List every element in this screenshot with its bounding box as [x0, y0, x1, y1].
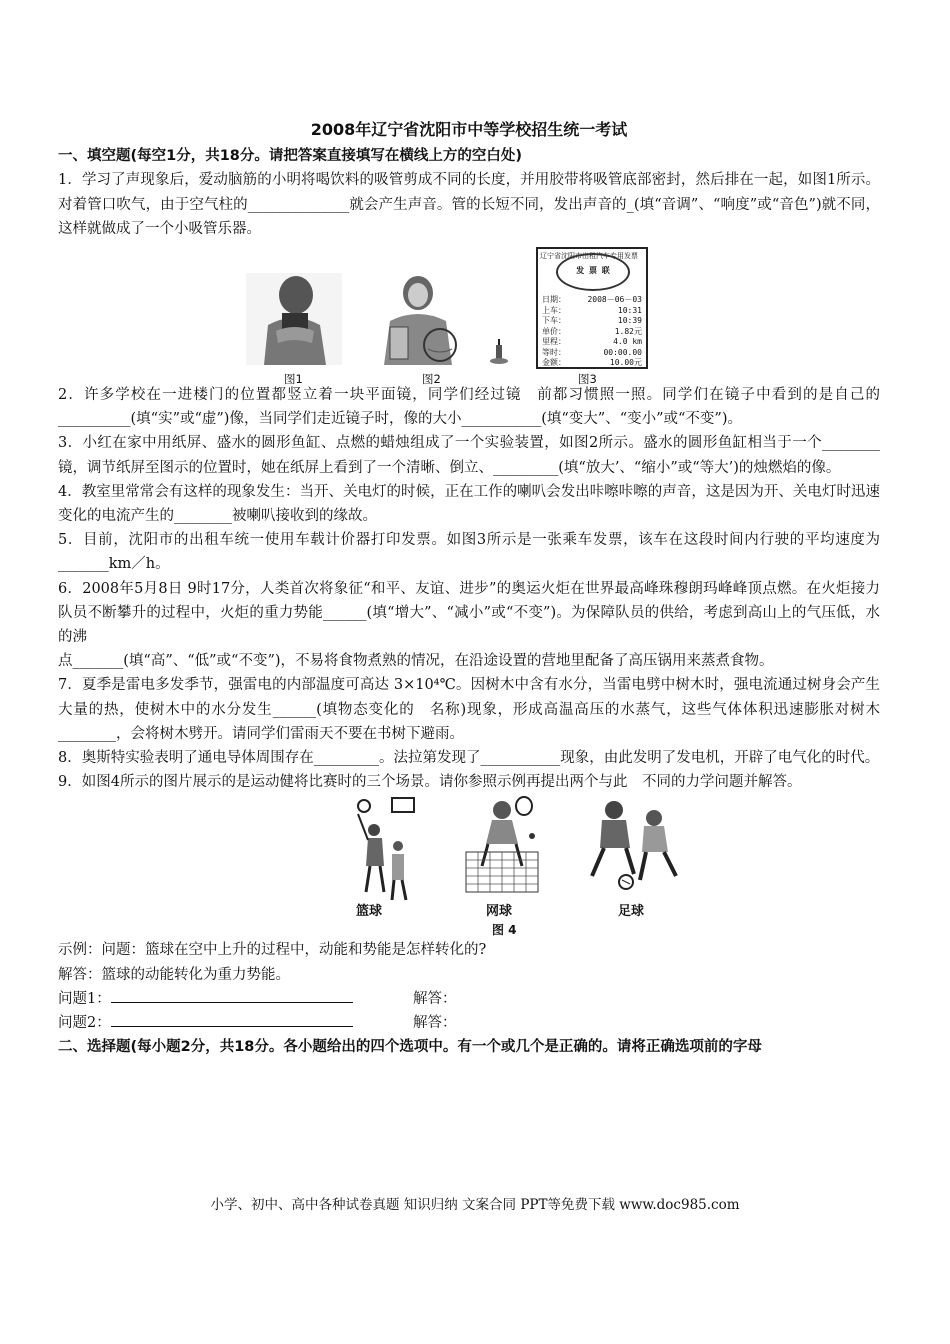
problem-1-label: 问题1：: [58, 990, 111, 1007]
basketball-label: 篮球: [356, 904, 383, 920]
example-answer: 解答：篮球的动能转化为重力势能。: [58, 966, 290, 983]
problem-2-answer-label: 解答：: [413, 1015, 457, 1032]
question-6a: 6．2008年5月8日 9时17分，人类首次将象征“和平、友谊、进步”的奥运火炬在世界最高峰珠穆朗玛峰峰顶点燃。在火炬接力队员不断攀升的过程中，火炬的重力势能______(填“增大”、“减小”或“不变”)。为保障队员的供给，考虑到高山上的气压低，水的沸: [58, 580, 880, 646]
soccer-scene-image: [584, 796, 684, 900]
receipt-row: 下车： 10:39: [542, 316, 642, 326]
question-1: 1．学习了声现象后，爱动脑筋的小明将喝饮料的吸管剪成不同的长度，并用胶带将吸管底部密封，然后排在一起，如图1所示。对着管口吹气，由于空气柱的______________就会产生声音。管的长短不同，发出声音的_(填“音调”、“响度”或“音色”)就不同，这样就做成了一个小吸管乐器。: [58, 172, 880, 237]
soccer-label: 足球: [618, 904, 645, 920]
tennis-label: 网球: [486, 904, 513, 920]
question-8: 8．奥斯特实验表明了通电导体周围存在_________。法拉第发现了___________现象，由此发明了发电机，开辟了电气化的时代。: [58, 750, 880, 767]
problem-1-blank[interactable]: [111, 988, 353, 1003]
problem-2-blank[interactable]: [111, 1012, 353, 1027]
problem-1-answer-label: 解答：: [413, 990, 457, 1007]
receipt-row: 单价： 1.82元: [542, 326, 642, 336]
figure-4-caption: 图 4: [492, 923, 517, 938]
figure-2-girl-image: [370, 271, 510, 365]
example-question: 示例：问题：篮球在空中上升的过程中，动能和势能是怎样转化的?: [58, 942, 487, 959]
question-5: 5．目前，沈阳市的出租车统一使用车载计价器打印发票。如图3所示是一张乘车发票，该车在这段时间内行驶的平均速度为_______km／h。: [58, 532, 880, 573]
footer-text: 小学、初中、高中各种试卷真题 知识归纳 文案合同 PPT等免费下载 www.doc985.com: [210, 1197, 740, 1213]
problem-2-label: 问题2：: [58, 1015, 111, 1032]
question-4: 4．教室里常常会有这样的现象发生：当开、关电灯的时候，正在工作的喇叭会发出咔嚓咔嚓的声音，这是因为开、关电灯时迅速变化的电流产生的________被喇叭接收到的缘故。: [58, 483, 880, 525]
figure-2-caption: 图2: [422, 372, 441, 387]
figure-4-sports: [58, 796, 880, 936]
question-6b: 点_______(填“高”、“低”或“不变”)，不易将食物煮熟的情况，在沿途设置的营地里配备了高压锅用来蒸煮食物。: [58, 653, 774, 670]
question-9: 9．如图4所示的图片展示的是运动健将比赛时的三个场景。请你参照示例再提出两个与此 不同的力学问题并解答。: [58, 774, 802, 791]
basketball-scene-image: [348, 796, 420, 908]
page-title: 2008年辽宁省沈阳市中等学校招生统一考试: [310, 120, 628, 139]
figure-1-boy-image: [246, 273, 342, 365]
receipt-row: 里程： 4.0 km: [542, 337, 642, 347]
figure-3-caption: 图3: [578, 372, 597, 387]
section-1-heading: 一、填空题(每空1分，共18分。请把答案直接填写在横线上方的空白处): [58, 148, 523, 165]
figure-1-caption: 图1: [284, 372, 303, 387]
question-2: 2．许多学校在一进楼门的位置都竖立着一块平面镜，同学们经过镜 前都习惯照一照。同学们在镜子中看到的是自己的__________(填“实”或“虚”)像，当同学们走近镜子时，像的大小___________(填“变大”、“变小”或“不变”)。: [58, 387, 880, 428]
receipt-row: 日期： 2008－06－03: [542, 295, 642, 305]
receipt-row: 金额： 10.00元: [542, 358, 642, 368]
figure-3-taxi-receipt: [536, 247, 648, 369]
receipt-header: 辽宁省沈阳市出租汽车专用发票: [540, 252, 638, 261]
problem-2-row: [58, 1011, 880, 1035]
question-7: 7．夏季是雷电多发季节，强雷电的内部温度可高达 3×10⁴℃。因树木中含有水分，当雷电劈中树木时，强电流通过树身会产生大量的热，使树木中的水分发生______(填物态变化的 名称)现象，形成高温高压的水蒸气，这些气体体积迅速膨胀对树木________，会将树木劈开。请同学们雷雨天不要在书树下避雨。: [58, 677, 880, 742]
exam-page: [58, 118, 880, 1059]
question-3: 3．小红在家中用纸屏、盛水的圆形鱼缸、点燃的蜡烛组成了一个实验装置，如图2所示。盛水的圆形鱼缸相当于一个________ 镜，调节纸屏至图示的位置时，她在纸屏上看到了一个清晰、倒立、_________(填“放大’、“缩小”或“等大’)的烛燃焰的像。: [58, 435, 880, 476]
section-2-heading: 二、选择题(每小题2分，共18分。各小题给出的四个选项中。有一个或几个是正确的。请将正确选项前的字母: [58, 1039, 762, 1056]
receipt-stamp: 发 票 联: [556, 253, 630, 291]
tennis-scene-image: [462, 796, 542, 900]
figures-1-3: [58, 245, 880, 387]
problem-1-row: [58, 987, 880, 1011]
receipt-row: 等时： 00:00.00: [542, 347, 642, 357]
receipt-row: 上车： 10:31: [542, 305, 642, 315]
